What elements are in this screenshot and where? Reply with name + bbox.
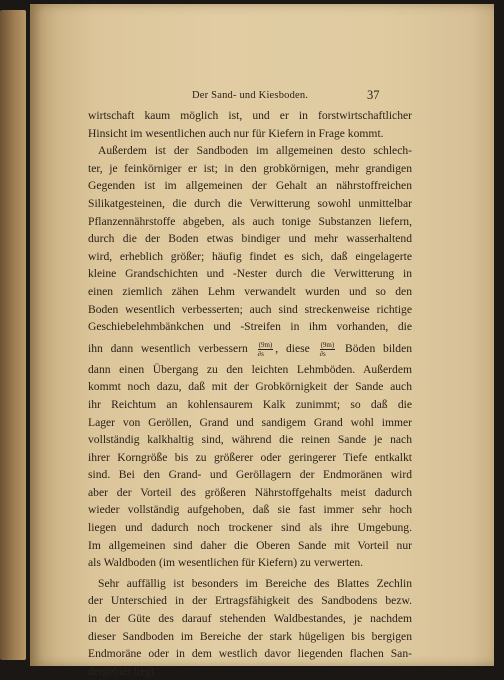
fraction-line-end: Böden bilden xyxy=(344,341,413,355)
text-line: Geschiebelehmbänkchen und -Streifen in ihm vorhanden, die xyxy=(88,320,412,334)
running-head xyxy=(30,90,494,106)
text-line: sind. Bei den Grand- und Geröllagern der Endmoränen wird xyxy=(88,468,412,482)
text-line: ihr Reichtum an kohlensaurem Kalk zunimmt; so daß die xyxy=(88,397,412,411)
text-line: Im allgemeinen sind daher die Oberen Sande mit Vorteil nur xyxy=(88,538,412,552)
text-line: wird, erheblich größer; häufig findet es sich, daß eingelagerte xyxy=(88,249,412,263)
text-line: dieser Sandboden im Bereiche der stark hügeligen bis bergigen xyxy=(88,629,412,643)
text-line: als Waldboden (im wesentlichen für Kiefern) zu verwerten. xyxy=(88,556,364,570)
text-line: Sehr auffällig ist besonders im Bereiche des Blattes Zechlin xyxy=(98,576,412,590)
fraction-numerator: (9m) xyxy=(320,340,335,349)
text-line: einen ziemlich zähen Lehm verwandelt wurden und so den xyxy=(88,284,412,298)
fraction-numerator: (9m) xyxy=(258,340,273,349)
text-line: Silikatgesteinen, die durch die Verwitterung sowohl unmittelbar xyxy=(88,196,412,210)
text-line: liegen und dadurch noch trockener sind als ihre Umgebung. xyxy=(88,521,412,535)
fraction-denominator: ∂s xyxy=(319,349,326,358)
text-line: Boden wesentlich verbesserten; auch sind streckenweise richtige xyxy=(88,302,412,316)
text-line: aber der Vorteil des größeren Nährstoffgehalts meist dadurch xyxy=(88,485,412,499)
text-line: dergebiet liegt. xyxy=(88,664,158,678)
running-head-title: Der Sand- und Kiesboden. xyxy=(192,90,309,101)
text-line: Hinsicht im wesentlichen auch nur für Kiefern in Frage kommt. xyxy=(88,126,384,140)
text-line: ter, je feinkörniger er ist; in den grobkörnigen, mehr grandigen xyxy=(88,161,412,175)
book-page xyxy=(30,4,494,678)
text-line: wieder vollständig aufgehoben, daß sie fast immer sehr hoch xyxy=(88,503,412,517)
text-line: Pflanzennährstoffe abgeben, als auch tonige Substanzen liefern, xyxy=(88,214,412,228)
text-line: Endmoräne oder in dem westlich davor liegenden flachen San- xyxy=(88,647,412,661)
text-line: kommt noch dazu, daß mit der Grobkörnigkeit der Sande auch xyxy=(88,380,412,394)
text-line: Gegenden ist im allgemeinen der Gehalt an nährstoffreichen xyxy=(88,179,412,193)
text-line: ihrer Korngröße bis zu größerer oder geringerer Tiefe entkalkt xyxy=(88,450,412,464)
text-line: der Unterschied in der Ertragsfähigkeit des Sandbodens bezw. xyxy=(88,594,412,608)
text-line: in der Güte des darauf stehenden Waldbestandes, je nachdem xyxy=(88,612,412,626)
text-line: durch die der Boden etwas bindiger und mehr wasserhaltend xyxy=(88,232,412,246)
text-line: dann einen Übergang zu den leichten Lehmböden. Außerdem xyxy=(88,362,412,376)
page-number: 37 xyxy=(367,88,380,102)
fraction-denominator: ∂s xyxy=(257,349,264,358)
body-text xyxy=(88,107,412,680)
inline-fraction xyxy=(320,341,336,358)
text-line: Lager von Geröllen, Grand und sandigem Grand wohl immer xyxy=(88,415,412,429)
text-line: kleine Grandschichten und -Nester durch die Verwitterung in xyxy=(88,267,412,281)
fraction-line-start: ihn dann wesentlich verbessern xyxy=(88,341,248,355)
facing-page-edge xyxy=(0,10,26,660)
fraction-text-line xyxy=(88,336,412,361)
text-line: vollständig kalkhaltig sind, während die reinen Sande je nach xyxy=(88,433,412,447)
inline-fraction xyxy=(258,341,274,358)
text-line: Außerdem ist der Sandboden im allgemeinen desto schlech- xyxy=(98,144,412,158)
text-line: wirtschaft kaum möglich ist, und er in forstwirtschaftlicher xyxy=(88,109,412,122)
fraction-line-middle: , diese xyxy=(275,341,310,355)
